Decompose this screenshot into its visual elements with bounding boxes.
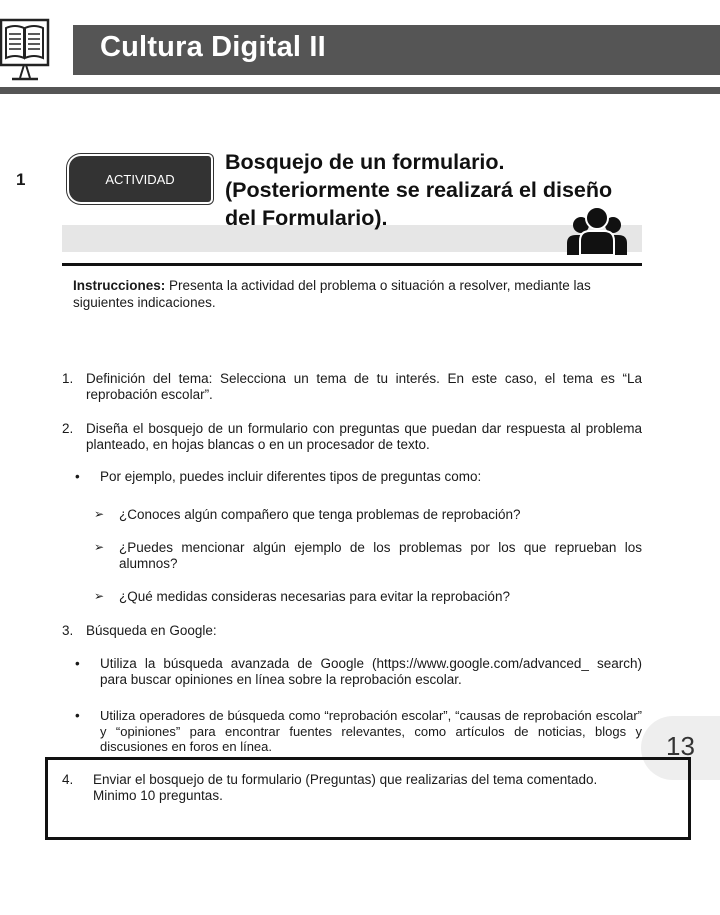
bullet-icon: • bbox=[75, 708, 80, 723]
step-number: 2. bbox=[62, 421, 74, 436]
activity-number: 1 bbox=[16, 170, 26, 189]
page-number: 13 bbox=[666, 731, 695, 761]
book-monitor-icon bbox=[0, 18, 50, 82]
activity-title: Bosquejo de un formulario. (Posteriormente se realizará el diseño del Formulario). bbox=[225, 150, 613, 230]
activity-badge bbox=[69, 156, 211, 202]
step-text: Enviar el bosquejo de tu formulario (Preguntas) que realizarias del tema comentado. Minimo 10 preguntas. bbox=[93, 772, 598, 803]
bullet-icon: • bbox=[75, 656, 80, 671]
step-number: 4. bbox=[62, 772, 74, 787]
arrow-bullet-icon: ➢ bbox=[94, 507, 105, 521]
instructions-text: Presenta la actividad del problema o situación a resolver, mediante las siguientes indicaciones. bbox=[73, 278, 591, 310]
activity-badge-label: ACTIVIDAD bbox=[105, 171, 175, 187]
bullet-icon: • bbox=[75, 469, 80, 484]
page-title: Cultura Digital II bbox=[100, 31, 326, 63]
header-divider bbox=[0, 87, 720, 94]
example-question: ¿Puedes mencionar algún ejemplo de los problemas por los que reprueban los alumnos? bbox=[119, 540, 642, 571]
step-number: 1. bbox=[62, 371, 74, 386]
step-text: Búsqueda en Google: bbox=[86, 623, 217, 638]
group-people-icon bbox=[566, 205, 628, 255]
step-text: Definición del tema: Selecciona un tema de tu interés. En este caso, el tema es “La reprobación escolar”. bbox=[86, 371, 642, 402]
activity-divider bbox=[62, 263, 642, 266]
example-question: ¿Qué medidas consideras necesarias para evitar la reprobación? bbox=[119, 589, 510, 604]
example-question: ¿Conoces algún compañero que tenga problemas de reprobación? bbox=[119, 507, 521, 522]
instructions-label: Instrucciones: bbox=[73, 278, 166, 293]
step-number: 3. bbox=[62, 623, 74, 638]
bullet-text: Por ejemplo, puedes incluir diferentes tipos de preguntas como: bbox=[100, 469, 482, 484]
bullet-text: Utiliza operadores de búsqueda como “reprobación escolar”, “causas de reprobación escolar” y “opiniones” para encontrar fuentes relevantes, como artículos de noticias, blogs y discusiones en foros en línea. bbox=[100, 708, 642, 754]
arrow-bullet-icon: ➢ bbox=[94, 540, 105, 554]
arrow-bullet-icon: ➢ bbox=[94, 589, 105, 603]
bullet-text: Utiliza la búsqueda avanzada de Google (https://www.google.com/advanced_ search) para buscar opiniones en línea sobre la reprobación escolar. bbox=[100, 656, 642, 687]
step-text: Diseña el bosquejo de un formulario con preguntas que puedan dar respuesta al problema planteado, en hojas blancas o en un procesador de texto. bbox=[86, 421, 642, 452]
instructions-paragraph bbox=[73, 277, 638, 311]
